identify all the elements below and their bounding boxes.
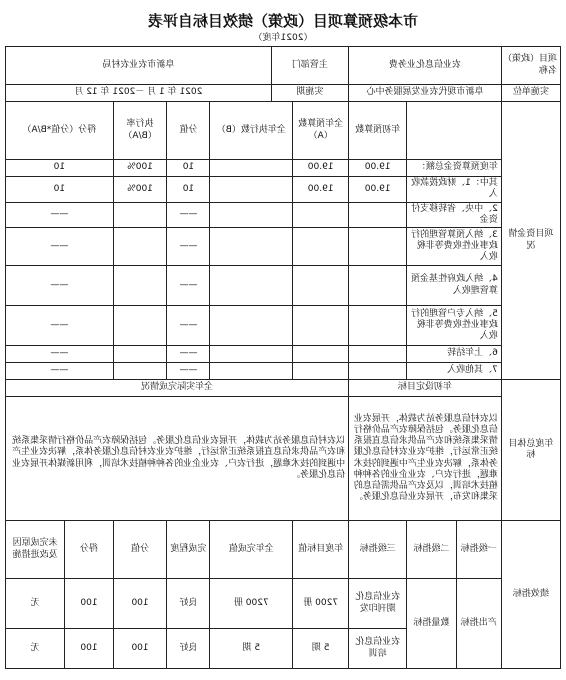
ind-level1: 产出指标 <box>456 579 501 669</box>
indicators-section-label: 绩效指标 <box>501 521 560 669</box>
ind-header-score: 分值 <box>113 521 167 579</box>
funds-header-points: 得分（分值*B/A） <box>6 102 114 160</box>
goals-actual-label: 全年实际完成情况 <box>6 380 349 397</box>
goals-planned-label: 年初设定目标 <box>349 380 502 397</box>
dept-value: 阜新市农业农村局 <box>6 47 272 85</box>
ind-header-level3: 三级指标 <box>349 521 407 579</box>
ind-header-actual: 全年完成值 <box>210 521 293 579</box>
goals-section-label: 年度总体目标 <box>501 380 560 521</box>
period-value: 2021 年 1 月 －2021 年 12 月 <box>6 85 272 102</box>
ind-header-reason: 未完成原因及改进措施 <box>6 521 65 579</box>
unit-label: 实施单位 <box>501 85 560 102</box>
funds-row: 7、其他收入 —— —— <box>6 363 561 380</box>
funds-header-annual-exec: 全年执行数（B） <box>210 102 293 160</box>
funds-row: 5、纳入专户管理的行政事业性收费等非税收入 —— —— <box>6 306 561 346</box>
funds-section-label: 项目资金情况 <box>501 102 560 380</box>
dept-label: 主管部门 <box>271 47 348 85</box>
project-name: 农业信息化业务费 <box>349 47 502 85</box>
goals-actual-text: 以农村信息服务站为载体，开展农业信息化服务。包括保障农产品价格行情采集系统和农产品供求信息直报系统正常运行，维护农业农村信息化服务体系，解决农业生产中遇到的技术难题，进行农户、农业企业的各种种植技术培训，利用新媒体开展农业信息化服务。 <box>6 397 349 521</box>
project-name-label: 项目（政策）名称 <box>501 47 560 85</box>
funds-header-blank <box>407 102 502 160</box>
funds-row: 4、纳入政府性基金预算管理收入 —— —— <box>6 266 561 306</box>
ind-header-target: 年度目标值 <box>293 521 349 579</box>
unit-value: 阜新市现代农业发展服务中心 <box>349 85 502 102</box>
funds-header-exec-rate: 执行率（B/A） <box>113 102 167 160</box>
funds-row: 3、纳入预算管理的行政事业性收费等非税收入 —— —— <box>6 228 561 266</box>
form-subtitle: （2021年度） <box>253 33 313 43</box>
ind-level2: 数量指标 <box>407 579 456 669</box>
funds-row: 其中：1、财政拨款收入 19.00 19.00 10 100% 10 <box>6 177 561 203</box>
funds-header-annual-budget: 全年预算数（A） <box>293 102 349 160</box>
ind-header-degree: 完成程度 <box>167 521 210 579</box>
ind-header-level1: 一级指标 <box>456 521 501 579</box>
indicator-row: 产出指标 数量指标 农业信息化期刊印发 7200 册 7200 册 良好 100 100 无 <box>6 579 561 629</box>
ind-header-level2: 二级指标 <box>407 521 456 579</box>
evaluation-table <box>5 46 561 669</box>
funds-header-budget: 年初预算数 <box>349 102 407 160</box>
funds-header-score: 分值 <box>167 102 210 160</box>
funds-row: 6、上年结转 —— —— <box>6 346 561 363</box>
indicator-row: 农业信息化培训 5 期 5 期 良好 100 100 无 <box>6 629 561 669</box>
funds-row: 年度预算资金总额： 19.00 19.00 10 100% 10 <box>6 160 561 177</box>
form-title: 市本级预算项目（政策）绩效目标自评表 <box>148 12 419 30</box>
goals-planned-text: 以农村信息服务站为载体，开展农业信息化服务。包括保障农产品价格行情采集系统和农产品供求信息直报系统正常运行，维护农业农村信息化服务体系，解决农业生产中遇到的技术难题，进行农户、农业企业的各种种植技术培训，以及农产品供需信息的采集和发布，开展农业信息化服务。 <box>349 397 502 521</box>
ind-header-points: 得分 <box>65 521 113 579</box>
period-label: 实施期 <box>271 85 348 102</box>
funds-row: 2、中央、省转移支付资金 —— —— <box>6 202 561 228</box>
